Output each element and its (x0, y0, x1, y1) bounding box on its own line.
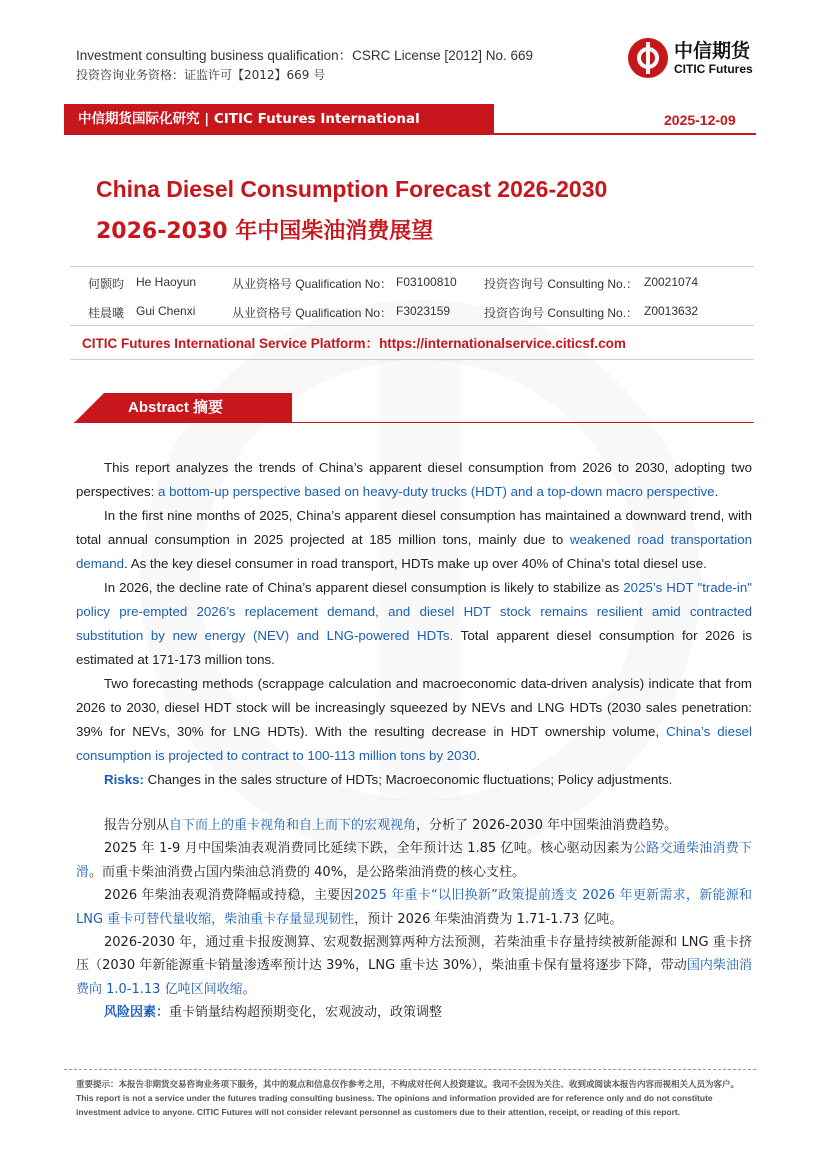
report-date: 2025-12-09 (664, 112, 736, 128)
paragraph: Two forecasting methods (scrappage calculation and macroeconomic data-driven analysis) indicate that from 2026 to 2030, diesel HDT stock will be increasingly squeezed by NEVs and LNG HDTs (2030 sales penetration: 39% for NEVs, 30% for LNG HDTs). With the resulting decrease in HDT ownership volume, China’s diesel consumption is projected to contract to 100-113 million tons by 2030. (76, 676, 752, 763)
highlight-text: 国内柴油消费向 1.0-1.13 亿吨区间收缩 (76, 958, 752, 997)
author-row (70, 296, 754, 325)
author-name-en: He Haoyun (136, 275, 197, 289)
author-row (70, 267, 754, 296)
logo-cn-text: 中信期货 (674, 40, 751, 62)
highlight-text: a bottom-up perspective based on heavy-duty trucks (HDT) and a top-down macro perspective (158, 484, 715, 499)
disclaimer-en: This report is not a service under the futures trading consulting business. The opinions and information provided are for reference only and do not constitute investment advice to anyone. CITIC Futures will not consider relevant personnel as customers due to their attention, receipt, or reading of this report. (76, 1093, 713, 1117)
platform-link[interactable]: https://internationalservice.citicsf.com (379, 336, 626, 351)
highlight-text: weakened road transportation demand (76, 532, 752, 571)
qualification-no: F03100810 (396, 275, 457, 289)
consulting-label: 投资咨询号 Consulting No.： (484, 306, 639, 320)
title-cn: 2026-2030 年中国柴油消费展望 (96, 219, 434, 244)
highlight-text: 2025 年重卡“以旧换新”政策提前透支 2026 年更新需求，新能源和 LNG 重卡可替代量收缩，柴油重卡存量显现韧性 (76, 888, 753, 927)
abstract-cn (76, 814, 752, 1025)
qualification-en: Investment consulting business qualification：CSRC License [2012] No. 669 (76, 48, 534, 63)
highlight-text: 2025’s HDT "trade-in" policy pre-empted 2026’s replacement demand, and diesel HDT stock remains resilient amid contracted substitution by new energy (NEV) and LNG-powered HDTs. (76, 580, 752, 643)
service-platform (82, 332, 626, 352)
disclaimer (76, 1078, 756, 1119)
paragraph: 报告分别从自下而上的重卡视角和自上而下的宏观视角，分析了 2026-2030 年中国柴油消费趋势。 (104, 818, 678, 833)
paragraph: 2025 年 1-9 月中国柴油表观消费同比延续下跌，全年预计达 1.85 亿吨。核心驱动因素为公路交通柴油消费下滑。而重卡柴油消费占国内柴油总消费的 40%，是公路柴油消费的核心支柱。 (76, 841, 752, 880)
paragraph: 2026-2030 年，通过重卡报废测算、宏观数据测算两种方法预测，若柴油重卡存量持续被新能源和 LNG 重卡挤压（2030 年新能源重卡销量渗透率预计达 39%，LNG 重卡达 30%），柴油重卡保有量将逐步下降，带动国内柴油消费向 1.0-1.13 亿吨区间收缩。 (76, 935, 752, 997)
logo-en-text: CITIC Futures (674, 62, 753, 76)
risks-paragraph: 风险因素：重卡销量结构超预期变化，宏观波动，政策调整 (104, 1005, 443, 1021)
abstract-en (76, 456, 752, 792)
paragraph: In the first nine months of 2025, China’s apparent diesel consumption has maintained a downward trend, with total annual consumption in 2025 projected at 185 million tons, mainly due to weakened road transportation demand. As the key diesel consumer in road transport, HDTs make up over 40% of China's total diesel use. (76, 508, 752, 571)
qualification-no: F3023159 (396, 304, 451, 318)
research-banner: 中信期货国际化研究 | CITIC Futures International Research (64, 104, 494, 134)
disclaimer-rule (64, 1069, 756, 1070)
highlight-text: China’s diesel consumption is projected to contract to 100-113 million tons by 2030 (76, 724, 752, 763)
citic-futures-logo (628, 38, 753, 78)
paragraph: This report analyzes the trends of China’s apparent diesel consumption from 2026 to 2030, adopting two perspectives: a bottom-up perspective based on heavy-duty trucks (HDT) and a top-down macro perspective. (76, 460, 752, 499)
abstract-rule (74, 422, 754, 423)
disclaimer-cn: 重要提示：本报告非期货交易咨询业务项下服务，其中的观点和信息仅作参考之用，不构成对任何人投资建议。我司不会因为关注、收到或阅读本报告内容而视相关人员为客户。 (76, 1080, 740, 1090)
author-name-cn: 桂晨曦 (88, 306, 125, 320)
consulting-no: Z0021074 (644, 275, 699, 289)
citic-logo-icon (628, 38, 668, 78)
title-en: China Diesel Consumption Forecast 2026-2030 (96, 176, 608, 202)
consulting-no: Z0013632 (644, 304, 699, 318)
banner-rule (64, 133, 756, 135)
author-name-cn: 何颢昀 (88, 277, 125, 291)
risks-label: Risks: (104, 772, 144, 787)
paragraph: In 2026, the decline rate of China’s apparent diesel consumption is likely to stabilize as 2025’s HDT "trade-in" policy pre-empted 2026’s replacement demand, and diesel HDT stock remains resilient amid contracted substitution by new energy (NEV) and LNG-powered HDTs. Total apparent diesel consumption for 2026 is estimated at 171-173 million tons. (76, 580, 752, 667)
risks-label: 风险因素： (104, 1005, 170, 1021)
platform-rule (70, 359, 754, 360)
abstract-heading: Abstract 摘要 (74, 393, 292, 423)
consulting-label: 投资咨询号 Consulting No.： (484, 277, 639, 291)
qualification-label: 从业资格号 Qualification No： (232, 306, 393, 320)
author-name-en: Gui Chenxi (136, 304, 196, 318)
authors-table (70, 266, 754, 326)
qualification-cn: 投资咨询业务资格：证监许可【2012】669 号 (76, 68, 326, 82)
paragraph: 2026 年柴油表观消费降幅或持稳，主要因2025 年重卡“以旧换新”政策提前透支 2026 年更新需求，新能源和 LNG 重卡可替代量收缩，柴油重卡存量显现韧性，预计 2026 年柴油消费为 1.71-1.73 亿吨。 (76, 888, 753, 927)
highlight-text: 公路交通柴油消费下滑 (76, 841, 752, 880)
qualification-label: 从业资格号 Qualification No： (232, 277, 393, 291)
risks-paragraph: Risks: Changes in the sales structure of HDTs; Macroeconomic fluctuations; Policy adjustments. (104, 772, 673, 787)
highlight-text: 自下而上的重卡视角和自上而下的宏观视角 (169, 818, 417, 833)
platform-label: CITIC Futures International Service Platform： (82, 336, 380, 351)
